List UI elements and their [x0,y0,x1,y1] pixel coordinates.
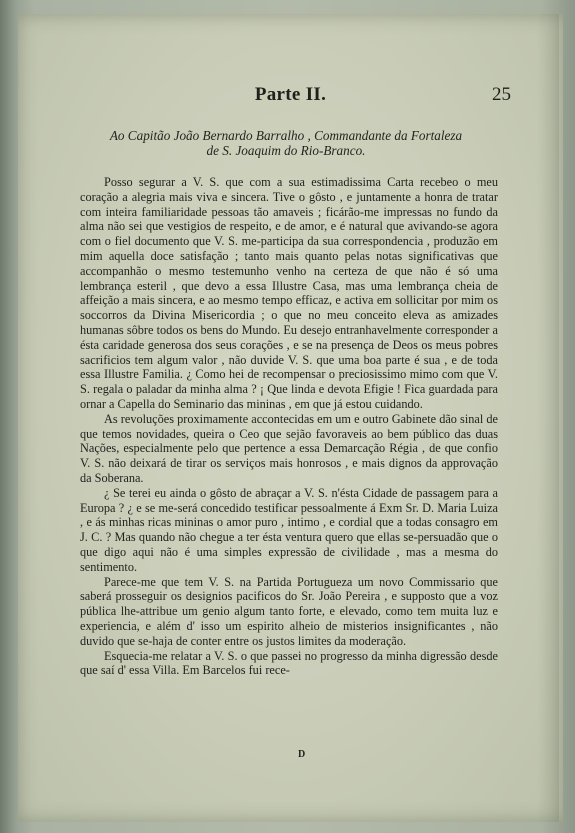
paragraph: As revoluções proximamente accontecidas em um e outro Gabinete dão sinal de que temos novidades, queira o Ceo que sejão favoraveis ao bem público das duas Nações, especialmente pelo que pertence a essa Demarcação Régia , de que confio V. S. não deixará de tirar os serviços mais honrosos , e mais dignos da approvação da Soberana. [80,411,498,485]
paragraph: Posso segurar a V. S. que com a sua estimadissima Carta recebeo o meu coração a alegria mais viva e sincera. Tive o gôsto , e juntamente a honra de tratar com inteira familiaridade pessoas tão amaveis ; ficárão-me impressas no fundo da alma não sei que vestigios de respeito, e de amor, e é natural que avivando-se agora com o fiel documento que V. S. me-participa da sua correspondencia , produzão em mim aquella doce satisfação ; tanto mais quanto pelas notas significativas que accompanhão o mesmo testemunho venho na certeza de que não é só uma lembrança esteril , que devo a essa Illustre Casa, mas uma lembrança cheia de affeição a mais sincera, e ao mesmo tempo efficaz, e activa em sollicitar por mim os soccorros da Divina Misericordia ; o que no meu conceito eleva as amizades humanas sôbre todos os bens do Mundo. Eu desejo entranhavelmente corresponder a ésta caridade generosa dos seus corações , e se na presença de Deos os meus pobres sacrificios tem algum valor , não duvide V. S. que uma boa parte é sua , e de toda essa Illustre Familia. ¿ Como hei de recompensar o preciosissimo mimo com que V. S. regala o paladar da minha alma ? ¡ Que linda e devota Efigie ! Fica guardada para ornar a Capella do Seminario das mininas , em que já estou cuidando. [80,175,498,411]
letter-body [80,175,498,678]
page-edge-shadow [537,14,559,822]
page-number: 25 [492,84,511,105]
address-line-1: Ao Capitão João Bernardo Barralho , Commandante da Fortaleza [109,128,463,143]
paragraph: Parece-me que tem V. S. na Partida Portugueza um novo Commissario que saberá prosseguir os designios pacificos do Sr. João Pereira , e supposto que a voz pública lhe-attribue um genio algum tanto forte, e elevado, como tem muita luz e experiencia, e além d' isso um espirito alheio de misterios insignificantes , não duvido que se-haja de conter entre os justos limites da moderação. [80,574,498,648]
book-page [18,14,563,822]
page-header [18,84,563,112]
paragraph: Esquecia-me relatar a V. S. o que passei no progresso da minha digressão desde que saí d' essa Villa. Em Barcelos fui rece- [80,648,498,678]
paragraph: ¿ Se terei eu ainda o gôsto de abraçar a V. S. n'ésta Cidade de passagem para a Europa ? ¿ e se me-será concedido testificar pessoalmente á Exm Sr. D. Maria Luiza , e ás minhas ricas mininas o amor puro , intimo , e cordial que a todas consagro em J. C. ? Mas quando não chegue a ter ésta ventura quero que ellas se-persuadão que o que digo aqui não é uma simples expressão de civilidade , mas a mesma do sentimento. [80,485,498,574]
address-line-2: de S. Joaquim do Rio-Branco. [206,143,366,158]
running-title: Parte II. [254,84,327,105]
letter-address [86,128,486,158]
signature-mark: D [298,749,306,760]
